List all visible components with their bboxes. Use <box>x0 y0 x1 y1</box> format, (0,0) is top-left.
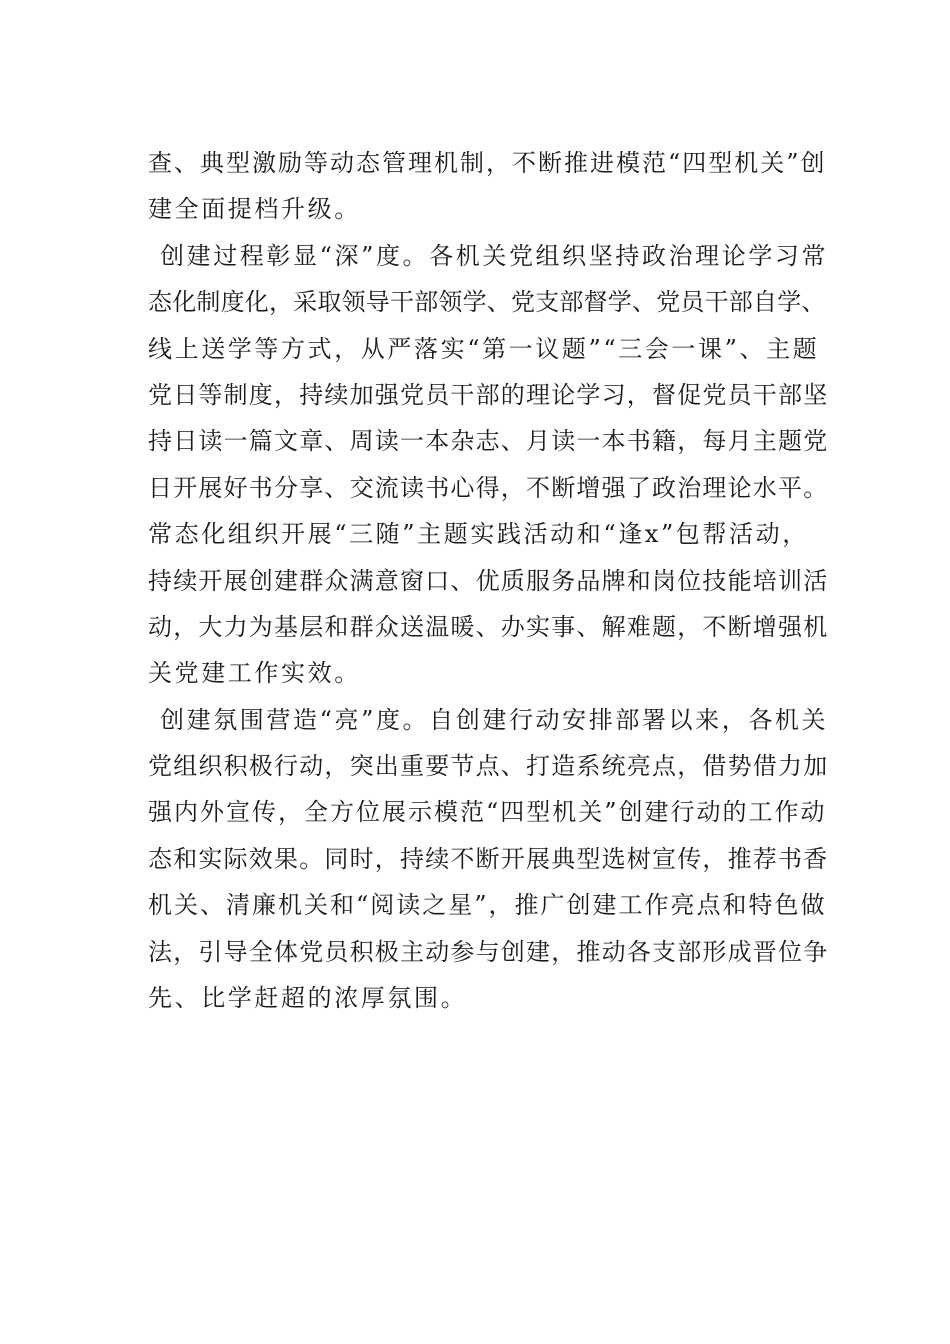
text-line: 查、典型激励等动态管理机制，不断推进模范“四型机关”创 <box>148 149 827 177</box>
text-line: 先、比学赶超的浓厚氛围。 <box>148 984 468 1013</box>
text-line: 常态化组织开展“三随”主题实践活动和“逢x”包帮活动， <box>148 520 809 549</box>
text-line: 线上送学等方式，从严落实“第一议题”“三会一课”、主题 <box>148 334 820 363</box>
text-line: 动，大力为基层和群众送温暖、办实事、解难题，不断增强机 <box>148 612 829 641</box>
text-line: 态和实际效果。同时，持续不断开展典型选树宣传，推荐书香 <box>148 844 829 873</box>
text-line: 关党建工作实效。 <box>148 659 361 688</box>
paragraph-start-line: 创建过程彰显“深”度。各机关党组织坚持政治理论学习常 <box>160 241 829 270</box>
text-line: 态化制度化，采取领导干部领学、党支部督学、党员干部自学、 <box>148 288 826 317</box>
text-line: 建全面提档升级。 <box>148 195 361 224</box>
text-line: 持日读一篇文章、周读一本杂志、月读一本书籍，每月主题党 <box>148 427 829 456</box>
text-line: 日开展好书分享、交流读书心得，不断增强了政治理论水平。 <box>148 473 829 502</box>
paragraph-start-line: 创建氛围营造“亮”度。自创建行动安排部署以来，各机关 <box>160 705 829 734</box>
body-text <box>148 140 828 1021</box>
text-line: 强内外宣传，全方位展示模范“四型机关”创建行动的工作动 <box>148 798 827 827</box>
text-line: 党组织积极行动，突出重要节点、打造系统亮点，借势借力加 <box>148 752 829 781</box>
text-line: 持续开展创建群众满意窗口、优质服务品牌和岗位技能培训活 <box>148 566 829 595</box>
text-line: 党日等制度，持续加强党员干部的理论学习，督促党员干部坚 <box>148 380 829 409</box>
text-line: 机关、清廉机关和“阅读之星”，推广创建工作亮点和特色做 <box>148 891 827 920</box>
text-line: 法，引导全体党员积极主动参与创建，推动各支部形成晋位争 <box>148 937 829 966</box>
